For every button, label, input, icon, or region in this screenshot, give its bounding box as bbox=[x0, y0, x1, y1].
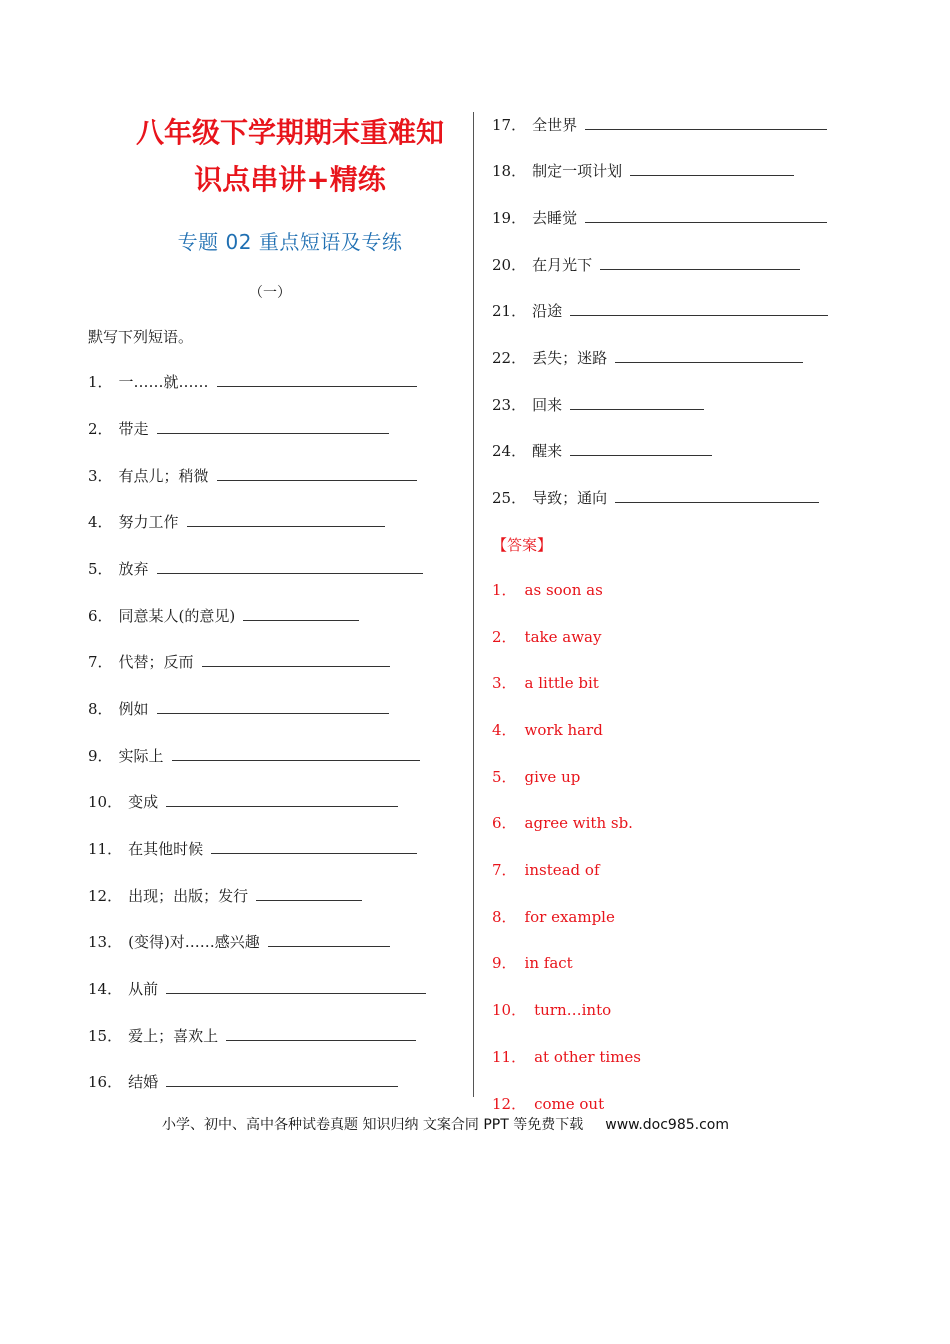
answer-blank[interactable] bbox=[585, 115, 827, 130]
question-item bbox=[88, 1025, 416, 1047]
question-text: 去睡觉 bbox=[532, 209, 578, 227]
answer-item bbox=[492, 672, 599, 693]
question-text: 变成 bbox=[128, 793, 159, 811]
question-number: 23． bbox=[492, 396, 527, 414]
question-item bbox=[492, 114, 827, 136]
question-text: 带走 bbox=[118, 420, 149, 438]
question-number: 12． bbox=[88, 887, 123, 905]
topic-subtitle: 专题 02 重点短语及专练 bbox=[177, 230, 403, 254]
answer-item bbox=[492, 719, 603, 740]
question-text: 同意某人(的意见) bbox=[118, 607, 236, 625]
answer-text: take away bbox=[524, 628, 602, 646]
answer-number: 12． bbox=[492, 1095, 527, 1113]
answer-number: 6． bbox=[492, 814, 517, 832]
answer-item bbox=[492, 999, 611, 1020]
footer bbox=[162, 1114, 729, 1134]
section-number: （一） bbox=[249, 285, 291, 301]
answer-item bbox=[492, 1093, 604, 1114]
answer-item bbox=[492, 579, 603, 600]
question-item bbox=[492, 254, 800, 276]
answer-item bbox=[492, 812, 633, 833]
question-number: 4． bbox=[88, 513, 113, 531]
answer-blank[interactable] bbox=[172, 746, 420, 761]
column-divider bbox=[473, 112, 474, 1097]
answer-blank[interactable] bbox=[243, 606, 359, 621]
answer-text: a little bit bbox=[524, 674, 599, 692]
question-item bbox=[492, 207, 827, 229]
question-text: 一……就…… bbox=[118, 373, 209, 391]
answer-blank[interactable] bbox=[600, 255, 800, 270]
question-number: 13． bbox=[88, 933, 123, 951]
question-text: (变得)对……感兴趣 bbox=[128, 933, 260, 951]
answer-text: as soon as bbox=[524, 581, 603, 599]
question-text: 实际上 bbox=[118, 747, 164, 765]
question-item bbox=[88, 418, 389, 440]
question-text: 回来 bbox=[532, 396, 563, 414]
answer-number: 2． bbox=[492, 628, 517, 646]
question-item bbox=[88, 698, 389, 720]
answer-blank[interactable] bbox=[256, 886, 362, 901]
question-item bbox=[88, 511, 385, 533]
question-number: 10． bbox=[88, 793, 123, 811]
answer-number: 9． bbox=[492, 954, 517, 972]
question-number: 18． bbox=[492, 162, 527, 180]
question-text: 在其他时候 bbox=[128, 840, 204, 858]
answer-blank[interactable] bbox=[570, 395, 704, 410]
answer-blank[interactable] bbox=[187, 512, 385, 527]
answer-text: for example bbox=[524, 908, 615, 926]
answer-item bbox=[492, 859, 600, 880]
question-item bbox=[492, 160, 794, 182]
answer-number: 1． bbox=[492, 581, 517, 599]
answer-item bbox=[492, 766, 580, 787]
answer-number: 3． bbox=[492, 674, 517, 692]
answer-number: 11． bbox=[492, 1048, 527, 1066]
answer-text: come out bbox=[534, 1095, 605, 1113]
question-text: 丢失；迷路 bbox=[532, 349, 608, 367]
question-number: 5． bbox=[88, 560, 113, 578]
answer-text: at other times bbox=[534, 1048, 641, 1066]
question-number: 1． bbox=[88, 373, 113, 391]
answer-blank[interactable] bbox=[615, 348, 803, 363]
question-item bbox=[88, 791, 398, 813]
question-item bbox=[88, 978, 426, 1000]
question-text: 努力工作 bbox=[118, 513, 179, 531]
question-item bbox=[88, 838, 417, 860]
question-number: 9． bbox=[88, 747, 113, 765]
question-text: 从前 bbox=[128, 980, 159, 998]
answer-blank[interactable] bbox=[570, 441, 712, 456]
answer-blank[interactable] bbox=[202, 652, 390, 667]
question-number: 2． bbox=[88, 420, 113, 438]
answer-blank[interactable] bbox=[268, 932, 390, 947]
question-number: 24． bbox=[492, 442, 527, 460]
question-number: 21． bbox=[492, 302, 527, 320]
footer-url[interactable]: www.doc985.com bbox=[605, 1117, 729, 1133]
answer-blank[interactable] bbox=[211, 839, 417, 854]
footer-text: 小学、初中、高中各种试卷真题 知识归纳 文案合同 PPT 等免费下载 bbox=[162, 1117, 584, 1133]
question-number: 8． bbox=[88, 700, 113, 718]
question-number: 16． bbox=[88, 1073, 123, 1091]
question-text: 代替；反而 bbox=[118, 653, 194, 671]
question-item bbox=[88, 885, 362, 907]
question-item bbox=[88, 651, 390, 673]
answer-blank[interactable] bbox=[585, 208, 827, 223]
answer-text: in fact bbox=[524, 954, 573, 972]
question-item bbox=[88, 745, 420, 767]
question-number: 22． bbox=[492, 349, 527, 367]
question-item bbox=[88, 558, 423, 580]
answer-blank[interactable] bbox=[615, 488, 819, 503]
question-number: 6． bbox=[88, 607, 113, 625]
instruction-text: 默写下列短语。 bbox=[88, 328, 194, 346]
answer-item bbox=[492, 1046, 641, 1067]
answer-blank[interactable] bbox=[217, 372, 417, 387]
question-text: 结婚 bbox=[128, 1073, 159, 1091]
question-text: 沿途 bbox=[532, 302, 563, 320]
question-number: 20． bbox=[492, 256, 527, 274]
answer-number: 4． bbox=[492, 721, 517, 739]
question-number: 7． bbox=[88, 653, 113, 671]
question-text: 放弃 bbox=[118, 560, 149, 578]
question-number: 3． bbox=[88, 467, 113, 485]
answer-blank[interactable] bbox=[166, 1072, 398, 1087]
answer-text: give up bbox=[524, 768, 581, 786]
answer-heading: 【答案】 bbox=[492, 536, 553, 554]
answer-text: work hard bbox=[524, 721, 603, 739]
question-item bbox=[492, 394, 704, 416]
question-text: 导致；通向 bbox=[532, 489, 608, 507]
answer-blank[interactable] bbox=[157, 419, 389, 434]
question-item bbox=[88, 931, 390, 953]
answer-blank[interactable] bbox=[166, 792, 398, 807]
page-title-line2: 识点串讲+精练 bbox=[194, 163, 386, 196]
question-item bbox=[492, 440, 712, 462]
question-item bbox=[88, 605, 359, 627]
question-number: 15． bbox=[88, 1027, 123, 1045]
question-text: 醒来 bbox=[532, 442, 563, 460]
answer-text: instead of bbox=[524, 861, 600, 879]
question-item bbox=[88, 465, 417, 487]
question-text: 制定一项计划 bbox=[532, 162, 623, 180]
question-text: 有点儿；稍微 bbox=[118, 467, 209, 485]
question-number: 11． bbox=[88, 840, 123, 858]
question-number: 14． bbox=[88, 980, 123, 998]
answer-blank[interactable] bbox=[157, 559, 423, 574]
question-number: 25． bbox=[492, 489, 527, 507]
answer-blank[interactable] bbox=[570, 301, 828, 316]
answer-blank[interactable] bbox=[630, 161, 794, 176]
question-item bbox=[492, 487, 819, 509]
answer-text: agree with sb. bbox=[524, 814, 633, 832]
answer-number: 5． bbox=[492, 768, 517, 786]
answer-number: 7． bbox=[492, 861, 517, 879]
answer-number: 8． bbox=[492, 908, 517, 926]
answer-blank[interactable] bbox=[217, 466, 417, 481]
answer-blank[interactable] bbox=[157, 699, 389, 714]
question-item bbox=[492, 347, 803, 369]
answer-item bbox=[492, 626, 601, 647]
question-text: 在月光下 bbox=[532, 256, 593, 274]
question-text: 例如 bbox=[118, 700, 149, 718]
answer-blank[interactable] bbox=[166, 979, 426, 994]
answer-text: turn…into bbox=[534, 1001, 612, 1019]
answer-blank[interactable] bbox=[226, 1026, 416, 1041]
question-item bbox=[492, 300, 828, 322]
question-number: 19． bbox=[492, 209, 527, 227]
answer-item bbox=[492, 952, 573, 973]
question-text: 爱上；喜欢上 bbox=[128, 1027, 219, 1045]
question-number: 17． bbox=[492, 116, 527, 134]
question-item bbox=[88, 1071, 398, 1093]
question-item bbox=[88, 371, 417, 393]
answer-number: 10． bbox=[492, 1001, 527, 1019]
answer-item bbox=[492, 906, 615, 927]
question-text: 出现；出版；发行 bbox=[128, 887, 249, 905]
page-title-line1: 八年级下学期期末重难知 bbox=[135, 116, 444, 149]
question-text: 全世界 bbox=[532, 116, 578, 134]
